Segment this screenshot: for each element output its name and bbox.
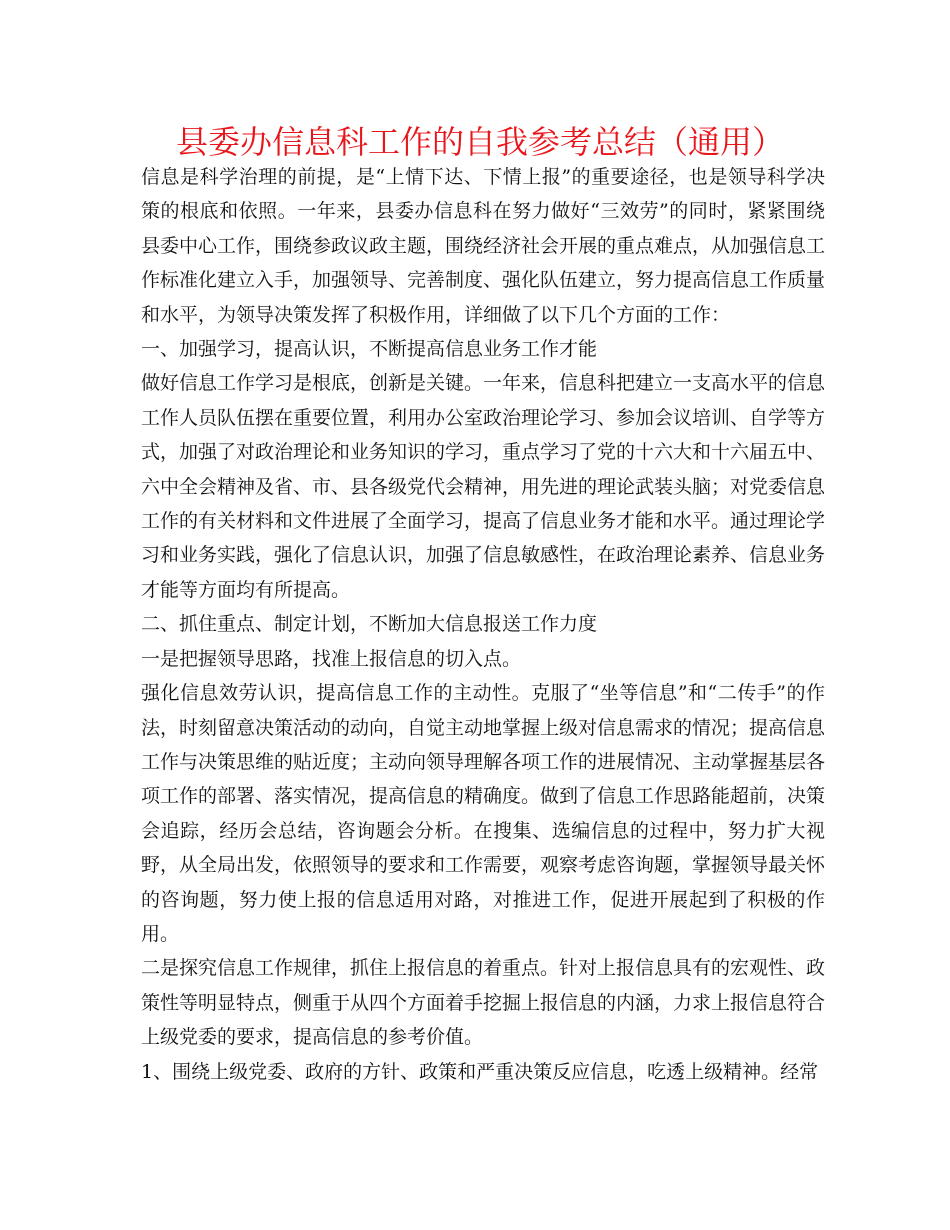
document-body: [141, 160, 825, 1089]
paragraph-intro: 信息是科学治理的前提，是“上情下达、下情上报”的重要途径，也是领导科学决策的根底和依照。一年来，县委办信息科在努力做好“三效劳”的同时，紧紧围绕县委中心工作，围绕参政议政主题，围绕经济社会开展的重点难点，从加强信息工作标准化建立入手，加强领导、完善制度、强化队伍建立，努力提高信息工作质量和水平，为领导决策发挥了积极作用，详细做了以下几个方面的工作：: [141, 166, 826, 326]
section-heading-2: 二、抓住重点、制定计划，不断加大信息报送工作力度: [141, 613, 598, 636]
subheading-1: 一是把握领导思路，找准上报信息的切入点。: [141, 647, 522, 670]
subheading-2-paragraph: 二是探究信息工作规律，抓住上报信息的着重点。针对上报信息具有的宏观性、政策性等明显特点，侧重于从四个方面着手挖掘上报信息的内涵，力求上报信息符合上级党委的要求，提高信息的参考价值。: [141, 957, 826, 1049]
list-item-1: 1、围绕上级党委、政府的方针、政策和严重决策反应信息，吃透上级精神。经常: [141, 1060, 819, 1083]
section-heading-1: 一、加强学习，提高认识，不断提高信息业务工作才能: [141, 338, 598, 361]
paragraph-service: 强化信息效劳认识，提高信息工作的主动性。克服了“坐等信息”和“二传手”的作法，时刻留意决策活动的动向，自觉主动地掌握上级对信息需求的情况；提高信息工作与决策思维的贴近度；主动向领导理解各项工作的进展情况、主动掌握基层各项工作的部署、落实情况，提高信息的精确度。做到了信息工作思路能超前，决策会追踪，经历会总结，咨询题会分析。在搜集、选编信息的过程中，努力扩大视野，从全局出发，依照领导的要求和工作需要，观察考虑咨询题，掌握领导最关怀的咨询题，努力使上报的信息适用对路，对推进工作，促进开展起到了积极的作用。: [141, 682, 826, 945]
paragraph-study: 做好信息工作学习是根底，创新是关键。一年来，信息科把建立一支高水平的信息工作人员队伍摆在重要位置，利用办公室政治理论学习、参加会议培训、自学等方式，加强了对政治理论和业务知识的学习，重点学习了党的十六大和十六届五中、六中全会精神及省、市、县各级党代会精神，用先进的理论武装头脑；对党委信息工作的有关材料和文件进展了全面学习，提高了信息业务才能和水平。通过理论学习和业务实践，强化了信息认识，加强了信息敏感性，在政治理论素养、信息业务才能等方面均有所提高。: [141, 372, 826, 601]
document-title: 县委办信息科工作的自我参考总结（通用）: [175, 123, 784, 161]
